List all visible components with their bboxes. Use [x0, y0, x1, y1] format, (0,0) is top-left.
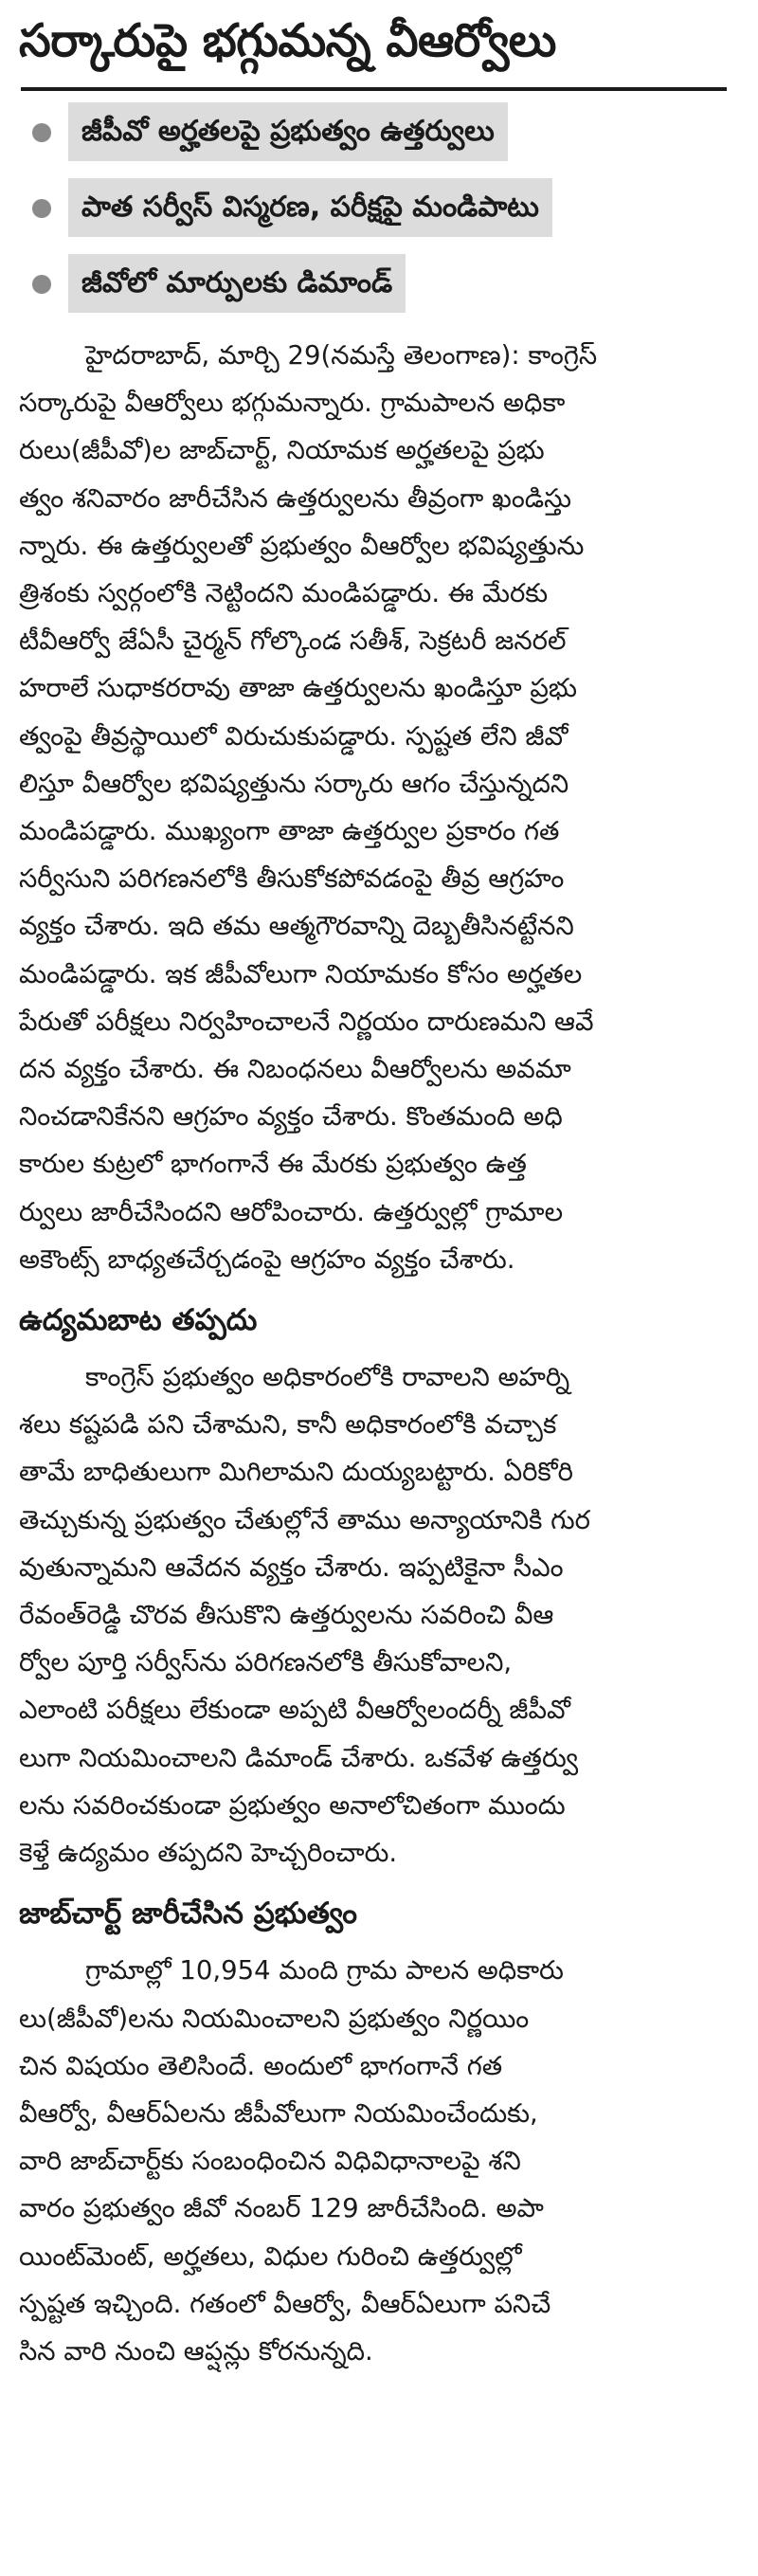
text-line: లు(జీపీవో)లను నియమించాలని ప్రభుత్వం నిర్ణయిం — [19, 2003, 530, 2034]
text-line: త్వంపై తీవ్రస్థాయిలో విరుచుకుపడ్డారు. స్పష్టత లేని జీవో — [19, 720, 568, 752]
text-line: ఎలాంటి పరీక్షలు లేకుండా అప్పటి వీఆర్వోలందర్నీ జీపీవో — [19, 1695, 570, 1726]
headline-underline — [21, 87, 727, 91]
bullet-item — [19, 102, 739, 161]
bullet-text: జీపీవో అర్హతలపై ప్రభుత్వం ఉత్తర్వులు — [68, 102, 508, 161]
bullet-text: పాత సర్వీస్ విస్మరణ, పరీక్షపై మండిపాటు — [68, 178, 552, 237]
text-line: రులు(జీపీవో)ల జాబ్‌చార్ట్, నియామక అర్హతలపై ప్రభు — [19, 435, 545, 466]
text-line: ర్వులు జారీచేసిందని ఆరోపించారు. ఉత్తర్వుల్లో గ్రామాల — [19, 1196, 564, 1227]
text-line: లను సవరించకుండా ప్రభుత్వం అనాలోచితంగా ముందు — [19, 1789, 566, 1821]
bullet-list — [19, 102, 739, 330]
text-line: సర్కారుపై వీఆర్వోలు భగ్గుమన్నారు. గ్రామపాలన అధికా — [19, 388, 566, 419]
text-line: తామే బాధితులుగా మిగిలామని దుయ్యబట్టారు. ఏరికోరి — [19, 1457, 573, 1488]
bullet-text: జీవోలో మార్పులకు డిమాండ్ — [68, 254, 406, 313]
text-line: కెళ్తే ఉద్యమం తప్పదని హెచ్చరించారు. — [19, 1838, 398, 1869]
text-line: టీవీఆర్వో జేఏసీ చైర్మన్ గోల్కొండ సతీశ్, సెక్రటరీ జనరల్ — [19, 626, 567, 657]
text-line: అకౌంట్స్ బాధ్యతచేర్చడంపై ఆగ్రహం వ్యక్తం చేశారు. — [19, 1243, 515, 1275]
text-line: వీఆర్వో, వీఆర్ఏలను జీపీవోలుగా నియమించేందుకు, — [19, 2097, 538, 2129]
text-line: శలు కష్టపడి పని చేశామని, కానీ అధికారంలోకి వచ్చాక — [19, 1409, 557, 1441]
bullet-dot-icon — [32, 199, 51, 218]
text-line: సిన వారి నుంచి ఆప్షన్లు కోరనున్నది. — [19, 2335, 373, 2367]
text-line: లిస్తూ వీఆర్వోల భవిష్యత్తును సర్కారు ఆగం చేస్తున్నదని — [19, 768, 569, 799]
paragraph-agitation — [19, 1353, 737, 1877]
text-line: వారం ప్రభుత్వం జీవో నంబర్ 129 జారీచేసింది. అపా — [19, 2193, 544, 2224]
bullet-dot-icon — [32, 275, 51, 294]
text-line: హరాలే సుధాకరరావు తాజా ఉత్తర్వులను ఖండిస్తూ ప్రభు — [19, 673, 578, 704]
headline: సర్కారుపై భగ్గుమన్న వీఆర్వోలు — [19, 14, 556, 67]
text-line: త్వం శనివారం జారీచేసిన ఉత్తర్వులను తీవ్రంగా ఖండిస్తు — [19, 482, 571, 514]
text-line: మండిపడ్డారు. ముఖ్యంగా తాజా ఉత్తర్వుల ప్రకారం గత — [19, 816, 560, 847]
paragraph-jobchart — [19, 1947, 737, 2375]
article-body — [19, 332, 737, 2375]
bullet-dot-icon — [32, 123, 51, 142]
text-line: కాంగ్రెస్ ప్రభుత్వం అధికారంలోకి రావాలని అహర్ని — [85, 1362, 570, 1393]
text-line: యింట్‌మెంట్, అర్హతలు, విధుల గురించి ఉత్తర్వుల్లో — [19, 2240, 522, 2272]
paragraph-intro — [19, 332, 737, 1283]
text-line: తెచ్చుకున్న ప్రభుత్వం చేతుల్లోనే తాము అన్యాయానికి గుర — [19, 1504, 590, 1535]
text-line: హైదరాబాద్, మార్చి 29(నమస్తే తెలంగాణ): కాంగ్రెస్ — [85, 340, 598, 371]
text-line: త్రిశంకు స్వర్గంలోకి నెట్టిందని మండిపడ్డారు. ఈ మేరకు — [19, 578, 549, 609]
bullet-item — [19, 254, 739, 313]
text-line: కారుల కుట్రలో భాగంగానే ఈ మేరకు ప్రభుత్వం ఉత్త — [19, 1149, 527, 1180]
text-line: చిన విషయం తెలిసిందే. అందులో భాగంగానే గత — [19, 2050, 503, 2081]
text-line: దన వ్యక్తం చేశారు. ఈ నిబంధనలు వీఆర్వోలను అవమా — [19, 1054, 571, 1085]
subheading-jobchart: జాబ్‌చార్ట్ జారీచేసిన ప్రభుత్వం — [19, 1896, 357, 1932]
text-line: మండిపడ్డారు. ఇక జీపీవోలుగా నియామకం కోసం అర్హతల — [19, 958, 583, 989]
text-line: నించడానికేనని ఆగ్రహం వ్యక్తం చేశారు. కొంతమంది అధి — [19, 1101, 563, 1133]
bullet-item — [19, 178, 739, 237]
text-line: ర్వోల పూర్తి సర్వీస్‌ను పరిగణనలోకి తీసుకోవాలని, — [19, 1647, 513, 1678]
text-line: స్పష్టత ఇచ్చింది. గతంలో వీఆర్వో, వీఆర్ఏలుగా పనిచే — [19, 2288, 551, 2319]
text-line: పేరుతో పరీక్షలు నిర్వహించాలనే నిర్ణయం దారుణమని ఆవే — [19, 1006, 594, 1037]
text-line: న్నారు. ఈ ఉత్తర్వులతో ప్రభుత్వం వీఆర్వోల భవిష్యత్తును — [19, 530, 585, 561]
text-line: వారి జాబ్‌చార్ట్‌కు సంబంధించిన విధివిధానాలపై శని — [19, 2146, 521, 2177]
text-line: సర్వీసుని పరిగణనలోకి తీసుకోకపోవడంపై తీవ్ర ఆగ్రహం — [19, 863, 565, 895]
text-line: గ్రామాల్లో 10,954 మంది గ్రామ పాలన అధికారు — [85, 1955, 564, 1986]
text-line: రేవంత్‌రెడ్డి చొరవ తీసుకొని ఉత్తర్వులను సవరించి వీఆ — [19, 1600, 554, 1631]
text-line: లుగా నియమించాలని డిమాండ్ చేశారు. ఒకవేళ ఉత్తర్వు — [19, 1742, 579, 1773]
text-line: వ్యక్తం చేశారు. ఇది తమ ఆత్మగౌరవాన్ని దెబ్బతీసినట్టేనని — [19, 911, 574, 942]
text-line: వుతున్నామని ఆవేదన వ్యక్తం చేశారు. ఇప్పటికైనా సీఎం — [19, 1551, 564, 1583]
subheading-agitation: ఉద్యమబాట తప్పదు — [19, 1303, 258, 1338]
